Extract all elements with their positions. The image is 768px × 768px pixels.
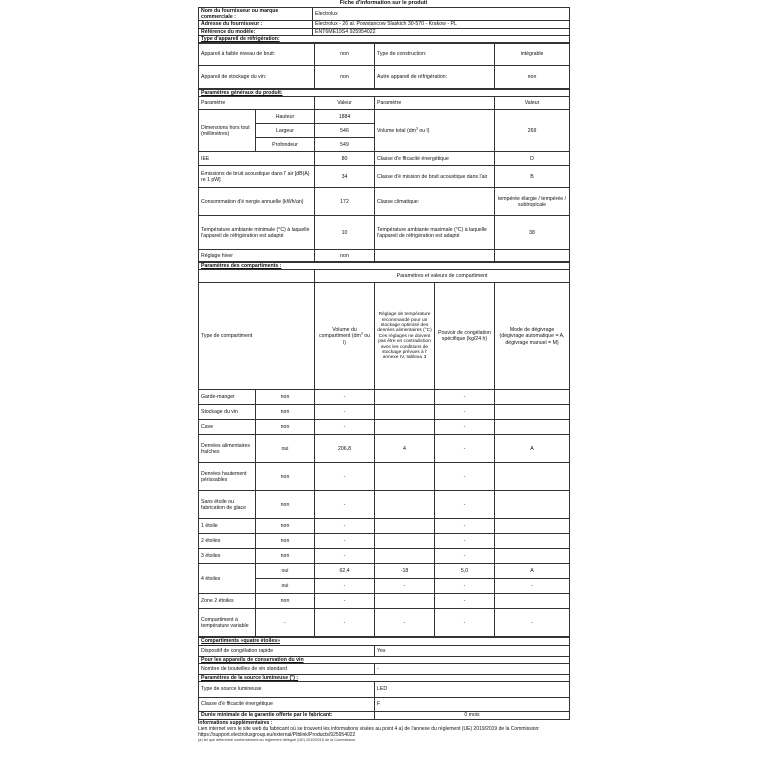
compartment-name: 3 étoiles	[199, 549, 256, 564]
compartment-present: non	[256, 420, 315, 435]
light-type-label: Type de source lumineuse	[199, 682, 375, 698]
compartment-defrost	[495, 420, 570, 435]
compartment-freeze: -	[435, 549, 495, 564]
compartment-defrost	[495, 519, 570, 534]
max-temp-label: Température ambiante maximale (°C) à laquelle l'appareil de réfrigération est adapté	[375, 216, 495, 250]
model-value: ENT6ME19S4 925954022	[313, 28, 570, 35]
warranty-value: 0 mois	[375, 712, 570, 720]
compartment-freeze: -	[435, 491, 495, 519]
compartments-table	[198, 262, 570, 637]
four-star-volume-2: -	[315, 579, 375, 594]
compartment-defrost	[495, 491, 570, 519]
compartment-defrost	[495, 534, 570, 549]
four-star-label: 4 étoiles	[199, 564, 256, 594]
energy-class-label: Classe d'e fficacité énergétique	[375, 152, 495, 166]
four-star-freeze-2: -	[435, 579, 495, 594]
compartment-row	[199, 390, 570, 405]
low-noise-label: Appareil à faible niveau de bruit:	[199, 44, 315, 66]
warranty-label: Durée minimale de la garantie offerte par le fabricant:	[199, 712, 375, 720]
compartment-temp: 4	[375, 435, 435, 463]
compartment-defrost	[495, 390, 570, 405]
light-section-heading: Paramètres de la source lumineuse ($^a$) :	[199, 674, 570, 681]
light-class-value: F	[375, 698, 570, 712]
compartment-present: non	[256, 405, 315, 420]
compartment-row	[199, 549, 570, 564]
supplier-address-value: Electrolux - 26 al. Powstancow Slaskich 30-570 - Krakow - PL	[313, 21, 570, 28]
compartment-defrost	[495, 549, 570, 564]
compartment-row	[199, 594, 570, 609]
wine-bottles-value: -	[375, 663, 570, 674]
compartment-defrost: -	[495, 609, 570, 637]
noise-emission-label: Émissions de bruit acoustique dans l' air [dB(A) re 1 pW]	[199, 166, 315, 188]
compartment-defrost	[495, 463, 570, 491]
compartment-volume: -	[315, 420, 375, 435]
compartment-present: non	[256, 549, 315, 564]
climate-class-label: Classe climatique:	[375, 188, 495, 216]
four-star-defrost: A	[495, 564, 570, 579]
compartment-present: non	[256, 594, 315, 609]
noise-class-label: Classe d'é mission de bruit acoustique dans l'air	[375, 166, 495, 188]
compartment-volume: -	[315, 519, 375, 534]
compartment-temp	[375, 491, 435, 519]
compartment-temp	[375, 463, 435, 491]
four-star-defrost-2: -	[495, 579, 570, 594]
compartment-group-header: Paramètres et valeurs de compartiment	[315, 270, 570, 283]
noise-class-value: B	[495, 166, 570, 188]
footnote: (a) tel que déterminé conformément au règlement délégué (UE) 2019/2015 de la Commission.	[198, 738, 357, 743]
additional-info	[198, 720, 569, 742]
compartment-row	[199, 491, 570, 519]
compartment-temp	[375, 390, 435, 405]
noise-emission-value: 34	[315, 166, 375, 188]
compartment-present: non	[256, 390, 315, 405]
compartment-freeze: -	[435, 519, 495, 534]
min-temp-label: Température ambiante minimale (°C) à laquelle l'appareil de réfrigération est adapté	[199, 216, 315, 250]
compartment-volume: -	[315, 491, 375, 519]
compartment-freeze: -	[435, 390, 495, 405]
compartment-present: non	[256, 519, 315, 534]
compartment-temp: -	[375, 609, 435, 637]
four-star-freeze: 5,0	[435, 564, 495, 579]
energy-consumption-label: Consommation d'é nergie annuelle (kWh/an)	[199, 188, 315, 216]
supplier-name-label: Nom du fournisseur ou marque commerciale :	[199, 8, 313, 21]
compartment-temp	[375, 405, 435, 420]
compartment-temp	[375, 534, 435, 549]
compartment-present: non	[256, 491, 315, 519]
defrost-mode-header: Mode de dégivrage (dégivrage automatique = A, dégivrage manuel = M)	[495, 283, 570, 390]
winter-setting-value: non	[315, 250, 375, 262]
compartment-name: 1 étoile	[199, 519, 256, 534]
additional-info-title: Informations supplémentaires :	[198, 720, 273, 727]
extra-sections-table	[198, 637, 570, 720]
compartment-temp	[375, 519, 435, 534]
compartment-volume: -	[315, 534, 375, 549]
compartment-rows	[199, 390, 570, 564]
compartment-volume: -	[315, 463, 375, 491]
depth-label: Profondeur	[256, 138, 315, 152]
compartment-type-header: Type de compartiment	[199, 283, 315, 390]
compartment-defrost: A	[495, 435, 570, 463]
compartment-name: Compartiment à température variable	[199, 609, 256, 637]
wine-bottles-label: Nombre de bouteilles de vin standard	[199, 663, 375, 674]
compartment-name: Garde-manger	[199, 390, 256, 405]
iee-value: 80	[315, 152, 375, 166]
compartment-row	[199, 435, 570, 463]
compartment-present: -	[256, 609, 315, 637]
param-col-header: Paramètre	[199, 97, 315, 110]
other-appliance-label: Autre appareil de réfrigération:	[375, 66, 495, 89]
compartment-freeze: -	[435, 594, 495, 609]
value-col-header-2: Valeur	[495, 97, 570, 110]
compartment-name: Sans étoile ou fabrication de glace	[199, 491, 256, 519]
compartment-present: oui	[256, 435, 315, 463]
compartment-name: Zone 2 étoiles	[199, 594, 256, 609]
appliance-type-table	[198, 43, 570, 89]
compartment-volume: -	[315, 405, 375, 420]
compartment-temp	[375, 549, 435, 564]
compartment-freeze: -	[435, 463, 495, 491]
compartment-volume: -	[315, 594, 375, 609]
climate-class-value: tempérée élargie / tempérée / subtropicale	[495, 188, 570, 216]
width-value: 546	[315, 124, 375, 138]
height-label: Hauteur	[256, 110, 315, 124]
compartment-freeze: -	[435, 420, 495, 435]
compartment-present: non	[256, 534, 315, 549]
construction-value: intégrable	[495, 44, 570, 66]
four-star-section-heading: Compartiments «quatre étoiles»	[199, 638, 570, 645]
compartment-row	[199, 519, 570, 534]
sheet-title: Fiche d'information sur le produit	[339, 0, 428, 6]
compartment-defrost	[495, 405, 570, 420]
compartment-temp	[375, 594, 435, 609]
four-star-present-2: oui	[256, 579, 315, 594]
appliance-type-heading: Type d'appareil de réfrigération:	[199, 35, 570, 42]
depth-value: 549	[315, 138, 375, 152]
max-temp-value: 38	[495, 216, 570, 250]
compartment-volume-header: Volume du compartiment ($dm^3$ ou l)	[315, 283, 375, 390]
freezing-capacity-header: Pouvoir de congélation spécifique (kg/24 h)	[435, 283, 495, 390]
iee-label: IEE	[199, 152, 315, 166]
total-volume-value: 269	[495, 110, 570, 152]
param-col-header-2: Paramètre	[375, 97, 495, 110]
light-class-label: Classe d'é fficacité énergétique	[199, 698, 375, 712]
compartment-volume: -	[315, 390, 375, 405]
compartment-name: Stockage du vin	[199, 405, 256, 420]
energy-consumption-value: 172	[315, 188, 375, 216]
compartments-heading: Paramètres des compartiments :	[199, 263, 570, 270]
general-parameters-table	[198, 89, 570, 262]
wine-appliance-value: non	[315, 66, 375, 89]
value-col-header: Valeur	[315, 97, 375, 110]
compartment-name: 2 étoiles	[199, 534, 256, 549]
low-noise-value: non	[315, 44, 375, 66]
compartment-defrost	[495, 594, 570, 609]
four-star-volume: 62,4	[315, 564, 375, 579]
general-parameters-heading: Paramètres généraux du produit:	[199, 90, 570, 97]
product-information-sheet	[198, 0, 569, 742]
compartment-volume: -	[315, 609, 375, 637]
additional-info-text: Lien internet vers le site web du fabricant où se trouvent les informations visées au point 4 a) de l'annexe du règlement (UE) 2019/2019 de la Commission: https://support.electroluxgroup.eu/external/PIblink/Products/925954022	[198, 726, 540, 739]
compartment-row	[199, 405, 570, 420]
compartment-name: Cave	[199, 420, 256, 435]
compartment-row	[199, 609, 570, 637]
temperature-setting-header: Réglage de température recommandé pour un stockage optimisé des denrées alimentaires (°C) Ces réglages ne doivent pas être en contradiction avec les conditions de stockage prévues à l' annexe IV, tableau 3	[375, 283, 435, 390]
compartment-rows-after	[199, 594, 570, 637]
construction-label: Type de construction:	[375, 44, 495, 66]
winter-setting-label: Réglage hiver	[199, 250, 315, 262]
light-type-value: LED	[375, 682, 570, 698]
compartment-freeze: -	[435, 435, 495, 463]
four-star-temp: -18	[375, 564, 435, 579]
compartment-freeze: -	[435, 534, 495, 549]
energy-class-value: D	[495, 152, 570, 166]
compartment-freeze: -	[435, 609, 495, 637]
width-label: Largeur	[256, 124, 315, 138]
height-value: 1884	[315, 110, 375, 124]
other-appliance-value: non	[495, 66, 570, 89]
compartment-name: Denrées hautement périssables	[199, 463, 256, 491]
dimensions-label: Dimensions hors tout (millimètres)	[199, 110, 256, 152]
compartment-temp	[375, 420, 435, 435]
four-star-present: oui	[256, 564, 315, 579]
compartment-row	[199, 420, 570, 435]
model-label: Référence du modèle:	[199, 28, 313, 35]
rapid-freeze-value: Yes	[375, 645, 570, 656]
four-star-temp-2: -	[375, 579, 435, 594]
compartment-volume: -	[315, 549, 375, 564]
compartment-volume: 206,8	[315, 435, 375, 463]
supplier-name-value: Electrolux	[313, 8, 570, 21]
min-temp-value: 10	[315, 216, 375, 250]
compartment-row	[199, 534, 570, 549]
compartment-freeze: -	[435, 405, 495, 420]
supplier-table	[198, 7, 570, 43]
compartment-row	[199, 463, 570, 491]
rapid-freeze-label: Dispositif de congélation rapide	[199, 645, 375, 656]
supplier-address-label: Adresse du fournisseur :	[199, 21, 313, 28]
wine-appliance-label: Appareil de stockage du vin:	[199, 66, 315, 89]
total-volume-label: Volume total ($dm^3$ ou l)	[375, 110, 495, 152]
compartment-name: Denrées alimentaires fraîches	[199, 435, 256, 463]
compartment-present: non	[256, 463, 315, 491]
wine-section-heading: Pour les appareils de conservation du vin	[199, 656, 570, 663]
